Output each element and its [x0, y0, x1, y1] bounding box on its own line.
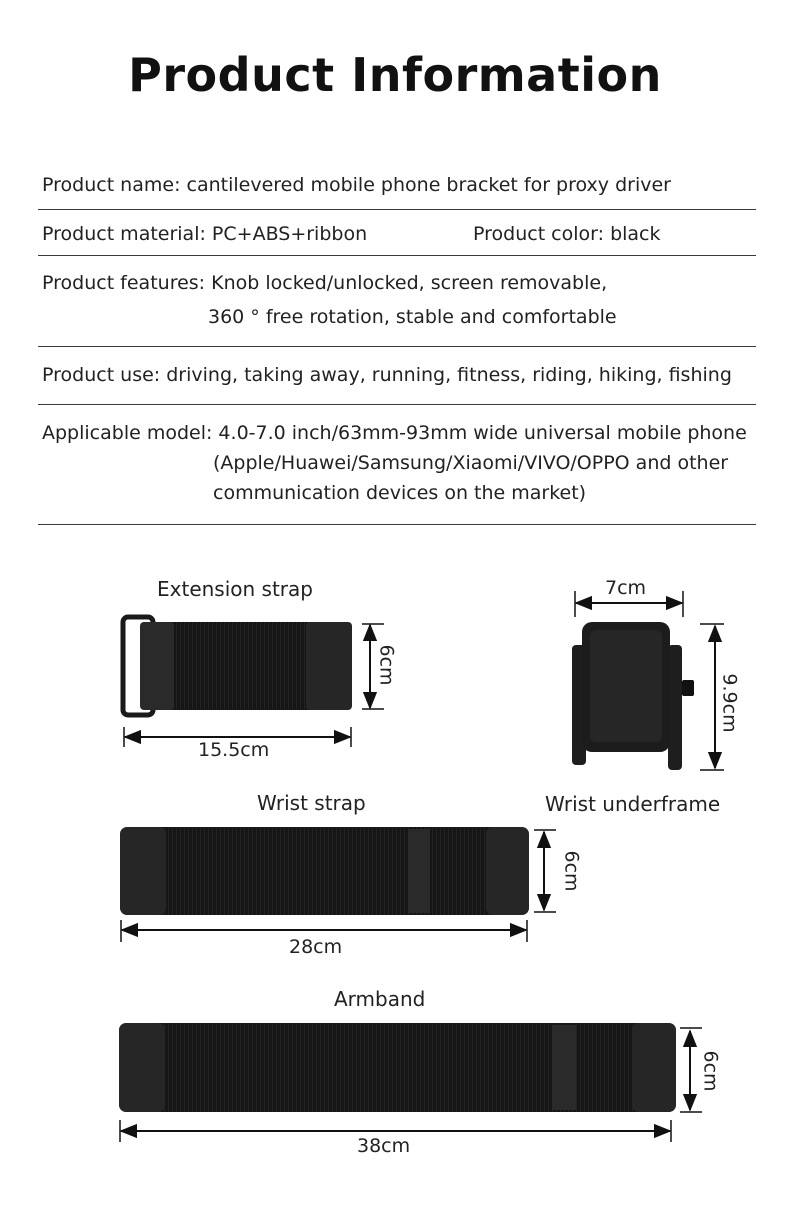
wrist-underframe-label: Wrist underframe	[545, 792, 721, 816]
wrist-underframe-image	[572, 622, 694, 770]
extension-strap-label: Extension strap	[157, 577, 313, 601]
wrist-width-label: 6cm	[560, 850, 583, 892]
product-name-text: Product name: cantilevered mobile phone bracket for proxy driver	[42, 174, 671, 196]
armband-label: Armband	[334, 987, 426, 1011]
product-color-text: Product color: black	[473, 223, 661, 245]
extension-width-label: 6cm	[375, 644, 398, 686]
applicable-model-text: Applicable model: 4.0-7.0 inch/63mm-93mm wide universal mobile phone	[42, 422, 747, 444]
page-title: Product Information	[128, 48, 662, 102]
wrist-length-label: 28cm	[289, 936, 343, 958]
wrist-strap-image	[120, 827, 529, 915]
armband-length-label: 38cm	[357, 1135, 411, 1157]
underframe-height-label: 9.9cm	[718, 673, 741, 733]
product-material-text: Product material: PC+ABS+ribbon	[42, 223, 368, 245]
extension-strap-image	[123, 617, 352, 715]
wrist-strap-label: Wrist strap	[257, 791, 366, 815]
armband-width-label: 6cm	[699, 1050, 722, 1092]
extension-length-label: 15.5cm	[198, 739, 270, 761]
applicable-model-text-3: communication devices on the market)	[213, 482, 587, 504]
product-use-text: Product use: driving, taking away, running, fitness, riding, hiking, fishing	[42, 364, 732, 386]
applicable-model-text-2: (Apple/Huawei/Samsung/Xiaomi/VIVO/OPPO and other	[213, 452, 729, 474]
armband-image	[119, 1023, 676, 1112]
product-features-text-2: 360 ° free rotation, stable and comfortable	[208, 306, 617, 328]
product-features-text: Product features: Knob locked/unlocked, screen removable,	[42, 272, 608, 294]
underframe-width-label: 7cm	[605, 577, 647, 599]
